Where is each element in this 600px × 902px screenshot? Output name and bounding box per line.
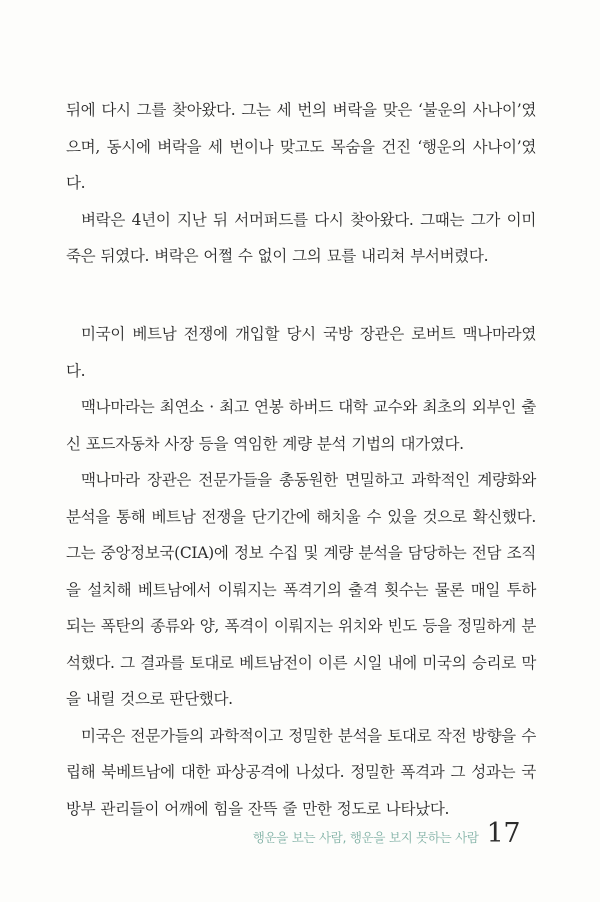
paragraph: 미국은 전문가들의 과학적이고 정밀한 분석을 토대로 작전 방향을 수립해 북베트남에 대한 파상공격에 나섰다. 정밀한 폭격과 그 성과는 국방부 관리들이 어깨에 힘을 잔뜩 줄 만한 정도로 나타났다. (66, 726, 536, 818)
running-title: 행운을 보는 사람, 행운을 보지 못하는 사람 (252, 830, 479, 845)
paragraph: 벼락은 4년이 지난 뒤 서머퍼드를 다시 찾아왔다. 그때는 그가 이미 죽은 뒤였다. 벼락은 어쩔 수 없이 그의 묘를 내리쳐 부서버렸다. (66, 210, 536, 265)
page-number: 17 (486, 818, 520, 849)
paragraph: 맥나마라는 최연소 · 최고 연봉 하버드 대학 교수와 최초의 외부인 출신 포드자동차 사장 등을 역임한 계량 분석 기법의 대가였다. (66, 398, 536, 453)
page-footer (253, 818, 520, 849)
paragraph: 맥나마라 장관은 전문가들을 총동원한 면밀하고 과학적인 계량화와 분석을 통해 베트남 전쟁을 단기간에 해치울 수 있을 것으로 확신했다. 그는 중앙정보국(CIA)에 정보 수집 및 계량 분석을 담당하는 전담 조직을 설치해 베트남에서 이뤄지는 폭격기의 출격 횟수는 물론 매일 투하되는 폭탄의 종류와 양, 폭격이 이뤄지는 위치와 빈도 등을 정밀하게 분석했다. 그 결과를 토대로 베트남전이 이른 시일 내에 미국의 승리로 막을 내릴 것으로 판단했다. (66, 471, 536, 708)
paragraph-continuation: 뒤에 다시 그를 찾아왔다. 그는 세 번의 벼락을 맞은 ‘불운의 사나이’였으며, 동시에 벼락을 세 번이나 맞고도 목숨을 건진 ‘행운의 사나이’였다. (66, 101, 536, 192)
text-section-2 (66, 316, 536, 827)
text-section-1 (66, 92, 536, 275)
paragraph: 미국이 베트남 전쟁에 개입할 당시 국방 장관은 로버트 맥나마라였다. (66, 325, 536, 380)
